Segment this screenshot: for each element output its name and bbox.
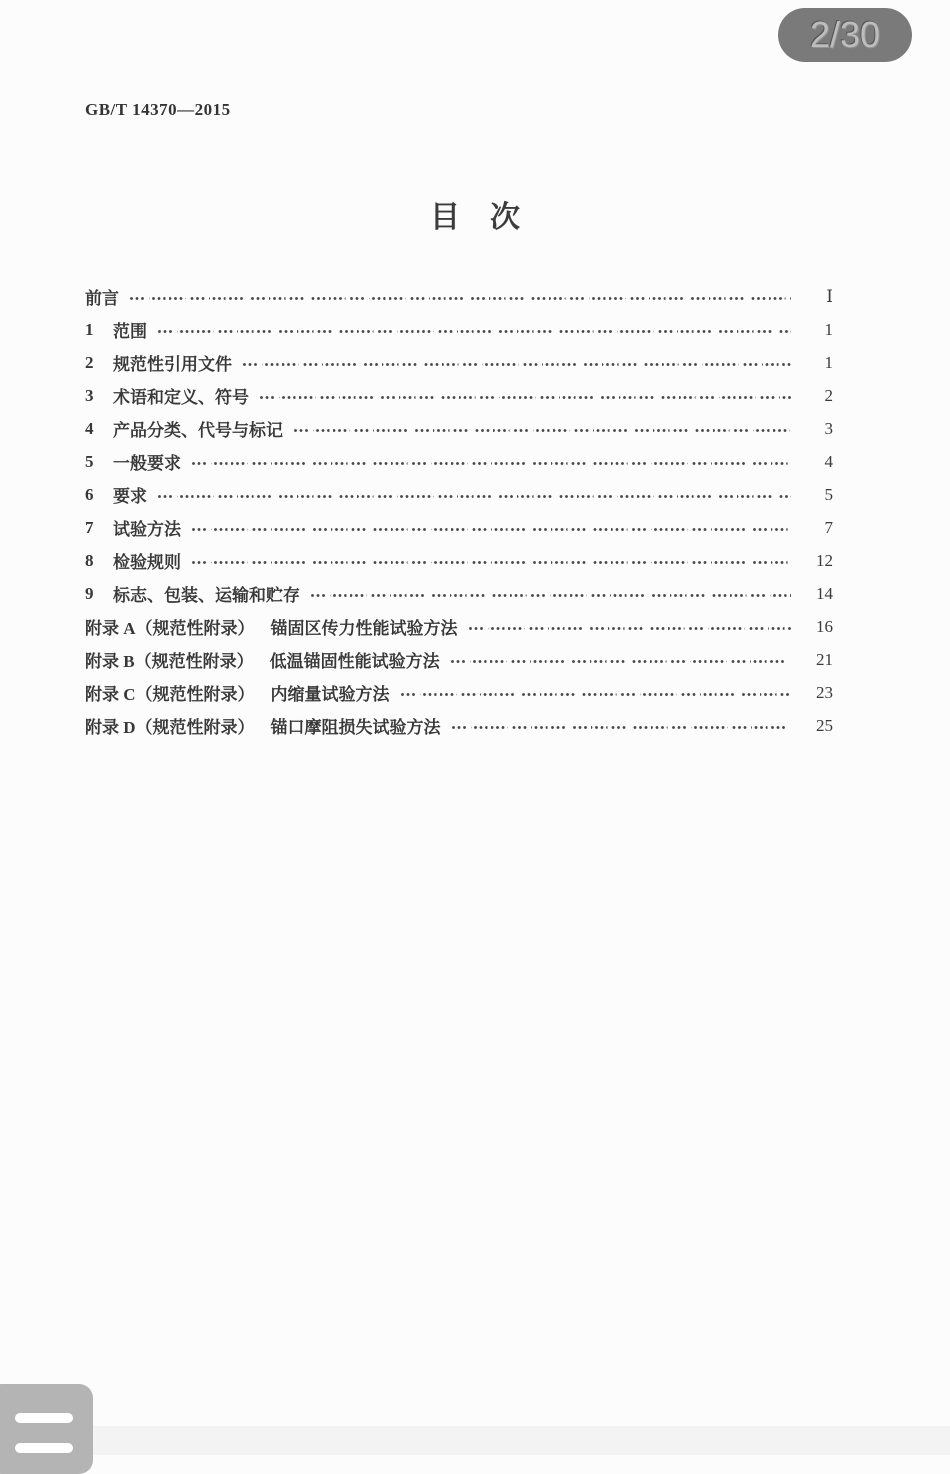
toc-row [85,511,833,544]
toc-row [85,313,833,346]
entry-title: 规范性引用文件 [113,355,232,374]
toc-row [85,709,833,742]
dot-leader [157,494,791,499]
entry-number: 9 [85,583,94,603]
entry-page-number: 12 [816,550,833,570]
entry-page-number: 21 [816,649,833,669]
entry-page-number: 1 [824,319,833,339]
page-indicator-badge [778,8,912,62]
entry-title: 锚固区传力性能试验方法 [270,619,458,638]
toc-row [85,643,833,676]
entry-title: 标志、包装、运输和贮存 [113,586,300,605]
entry-title: 检验规则 [113,553,181,572]
entry-number: 5 [85,451,94,471]
entry-title: 一般要求 [113,454,181,473]
dot-leader [259,395,791,400]
entry-appendix-label: 附录 A（规范性附录） [85,619,255,638]
toc-row [85,676,833,709]
entry-number: 6 [85,484,94,504]
entry-page-number: Ⅰ [826,286,833,306]
page-indicator-text: 2/30 [809,14,881,55]
entry-page-number: 16 [816,616,833,636]
entry-title: 前言 [85,289,119,308]
dot-leader [157,329,791,334]
entry-appendix-label: 附录 C（规范性附录） [85,685,255,704]
entry-number: 4 [85,418,94,438]
toc-row [85,577,833,610]
entry-page-number: 5 [824,484,833,504]
entry-title: 试验方法 [113,520,181,539]
dot-leader [129,296,791,301]
entry-title: 范围 [113,322,147,341]
toc-row [85,412,833,445]
entry-page-number: 2 [824,385,833,405]
toc-row [85,610,833,643]
entry-page-number: 3 [824,418,833,438]
entry-page-number: 4 [824,451,833,471]
dot-leader [191,527,791,532]
entry-appendix-label: 附录 B（规范性附录） [85,652,254,671]
dot-leader [293,428,791,433]
dot-leader [400,692,791,697]
entry-title: 产品分类、代号与标记 [113,421,283,440]
menu-icon-bar [15,1443,73,1453]
entry-title: 内缩量试验方法 [270,685,390,704]
entry-page-number: 23 [816,682,833,702]
toc-row [85,478,833,511]
entry-number: 3 [85,385,94,405]
entry-title: 要求 [113,487,147,506]
menu-button[interactable] [0,1384,93,1474]
menu-icon-bar [15,1413,73,1423]
entry-page-number: 25 [816,715,833,735]
entry-number: 1 [85,319,94,339]
footer-strip [0,1426,950,1455]
dot-leader [468,626,791,631]
toc-row [85,445,833,478]
entry-number: 7 [85,517,94,537]
entry-number: 8 [85,550,94,570]
toc-row [85,346,833,379]
entry-page-number: 7 [824,517,833,537]
dot-leader [451,725,791,730]
toc-row [85,379,833,412]
entry-page-number: 1 [824,352,833,372]
dot-leader [191,560,791,565]
entry-page-number: 14 [816,583,833,603]
entry-title: 锚口摩阻损失试验方法 [270,718,441,737]
toc-row [85,544,833,577]
toc-list [85,280,833,742]
dot-leader [191,461,791,466]
dot-leader [450,659,791,664]
toc-row [85,280,833,313]
entry-appendix-label: 附录 D（规范性附录） [85,718,255,737]
toc-title: 目 次 [430,201,520,234]
standard-code: GB/T 14370—2015 [85,100,231,119]
entry-number: 2 [85,352,94,372]
entry-title: 低温锚固性能试验方法 [269,652,440,671]
dot-leader [310,593,791,598]
dot-leader [242,362,791,367]
entry-title: 术语和定义、符号 [113,388,249,407]
